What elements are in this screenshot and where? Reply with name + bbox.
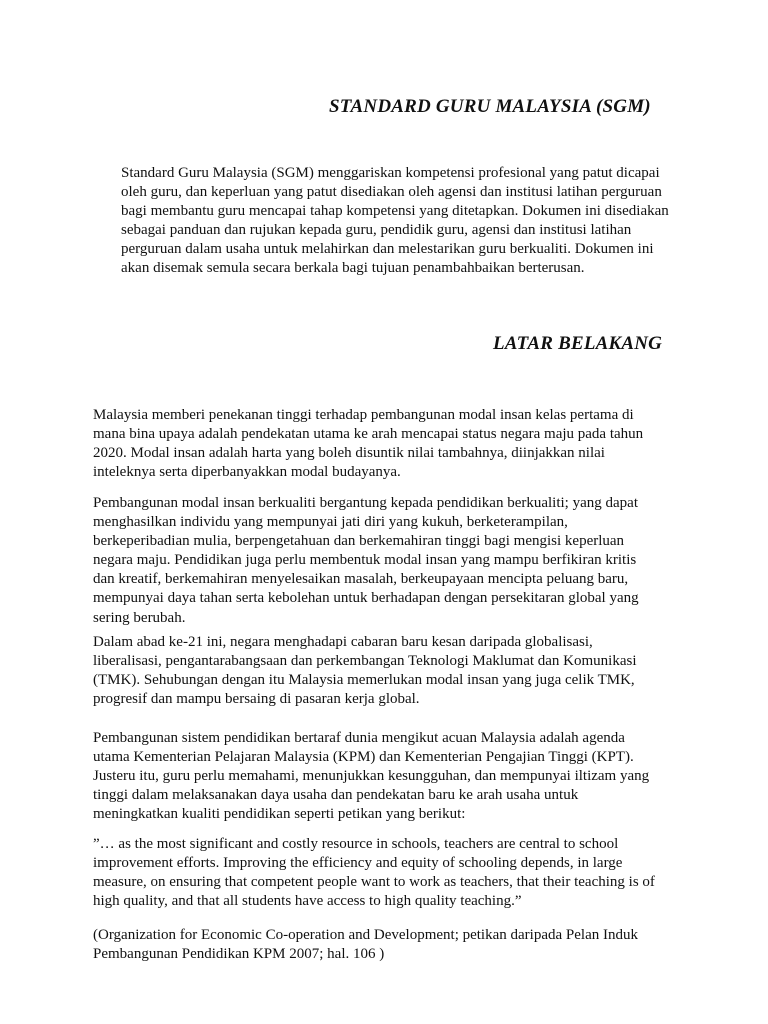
intro-line: oleh guru, dan keperluan yang patut disediakan oleh agensi dan institusi latihan perguruan bbox=[121, 184, 662, 201]
paragraph-line: inteleknya serta diperbanyakkan modal budayanya. bbox=[93, 464, 401, 481]
body-paragraph bbox=[93, 494, 639, 628]
paragraph-line: Dalam abad ke-21 ini, negara menghadapi cabaran baru kesan daripada globalisasi, bbox=[93, 634, 593, 650]
citation-line: Pembangunan Pendidikan KPM 2007; hal. 106 ) bbox=[93, 946, 385, 963]
body-paragraph bbox=[93, 633, 637, 709]
quotation-line: high quality, and that all students have access to high quality teaching.” bbox=[93, 893, 522, 910]
intro-line: sebagai panduan dan rujukan kepada guru, pendidik guru, agensi dan institusi latihan bbox=[121, 222, 632, 239]
section-heading: LATAR BELAKANG bbox=[493, 333, 663, 354]
quotation-paragraph bbox=[93, 835, 655, 911]
paragraph-line: Justeru itu, guru perlu memahami, menunjukkan kesungguhan, dan mempunyai iltizam yang bbox=[93, 768, 650, 785]
paragraph-line: 2020. Modal insan adalah harta yang boleh disuntik nilai tambahnya, diinjakkan nilai bbox=[93, 445, 605, 462]
document-title: STANDARD GURU MALAYSIA (SGM) bbox=[329, 96, 651, 117]
paragraph-line: Pembangunan modal insan berkualiti bergantung kepada pendidikan berkualiti; yang dapat bbox=[93, 495, 638, 511]
paragraph-line: sering berubah. bbox=[93, 609, 186, 626]
body-paragraph bbox=[93, 406, 643, 482]
paragraph-line: (TMK). Sehubungan dengan itu Malaysia memerlukan modal insan yang juga celik TMK, bbox=[93, 672, 635, 689]
paragraph-line: utama Kementerian Pelajaran Malaysia (KPM) dan Kementerian Pengajian Tinggi (KPT). bbox=[93, 749, 634, 766]
paragraph-line: Malaysia memberi penekanan tinggi terhadap pembangunan modal insan kelas pertama di bbox=[93, 407, 634, 423]
quotation-line: ”… as the most significant and costly resource in schools, teachers are central to school bbox=[93, 836, 619, 852]
body-paragraph bbox=[93, 729, 649, 824]
paragraph-line: mempunyai daya tahan serta kebolehan untuk berhadapan dengan persekitaran global yang bbox=[93, 590, 639, 607]
intro-paragraph bbox=[121, 164, 669, 279]
intro-line: Standard Guru Malaysia (SGM) menggariskan kompetensi profesional yang patut dicapai bbox=[121, 165, 660, 181]
paragraph-line: progresif dan mampu bersaing di pasaran kerja global. bbox=[93, 691, 420, 708]
intro-line: akan disemak semula secara berkala bagi tujuan penambahbaikan berterusan. bbox=[121, 260, 585, 277]
citation-line: (Organization for Economic Co-operation and Development; petikan daripada Pelan Induk bbox=[93, 927, 638, 943]
intro-line: perguruan dalam usaha untuk melahirkan dan melestarikan guru berkualiti. Dokumen ini bbox=[121, 241, 654, 258]
paragraph-line: Pembangunan sistem pendidikan bertaraf dunia mengikut acuan Malaysia adalah agenda bbox=[93, 730, 625, 746]
intro-line: bagi membantu guru mencapai tahap kompetensi yang ditetapkan. Dokumen ini disediakan bbox=[121, 203, 669, 220]
paragraph-line: meningkatkan kualiti pendidikan seperti petikan yang berikut: bbox=[93, 806, 466, 823]
quotation-line: improvement efforts. Improving the efficiency and equity of schooling depends, in large bbox=[93, 855, 623, 872]
paragraph-line: menghasilkan individu yang mempunyai jati diri yang kukuh, berketerampilan, bbox=[93, 514, 568, 531]
paragraph-line: tinggi dalam melaksanakan daya usaha dan pendekatan baru ke arah usaha untuk bbox=[93, 787, 579, 804]
paragraph-line: berkeperibadian mulia, berpengetahuan dan berkemahiran tinggi bagi mengisi keperluan bbox=[93, 533, 625, 550]
citation-paragraph bbox=[93, 926, 638, 964]
paragraph-line: negara maju. Pendidikan juga perlu membentuk modal insan yang mampu berfikiran kritis bbox=[93, 552, 637, 569]
quotation-line: measure, on ensuring that competent people want to work as teachers, that their teaching is of bbox=[93, 874, 655, 891]
paragraph-line: mana bina upaya adalah pendekatan utama ke arah mencapai status negara maju pada tahun bbox=[93, 426, 644, 443]
paragraph-line: dan kreatif, berkemahiran menyelesaikan masalah, berkeupayaan mencipta peluang baru, bbox=[93, 571, 629, 588]
paragraph-line: liberalisasi, pengantarabangsaan dan perkembangan Teknologi Maklumat dan Komunikasi bbox=[93, 653, 637, 670]
